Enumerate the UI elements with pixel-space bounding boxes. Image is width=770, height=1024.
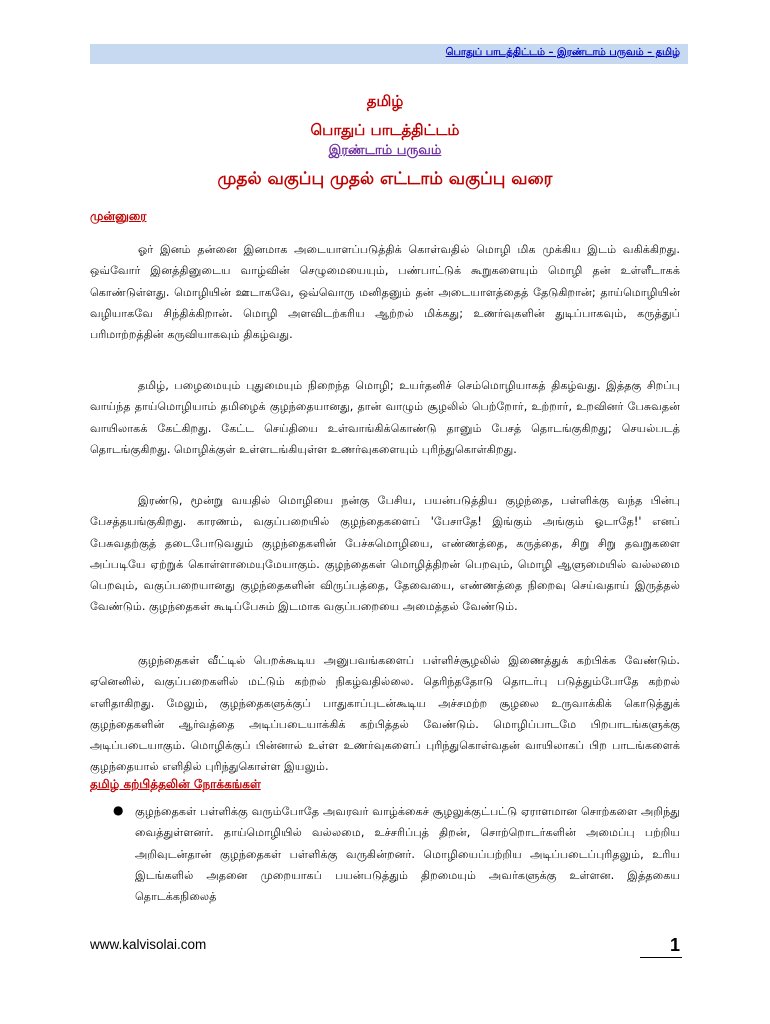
page-number: 1	[670, 935, 681, 955]
footer-website-link[interactable]: www.kalvisolai.com	[90, 937, 207, 952]
subject-title: தமிழ்	[366, 92, 404, 110]
bullet-item: குழந்தைகள் பள்ளிக்கு வரும்போதே அவரவர் வாழ்க்கைச் சூழலுக்குட்பட்டு ஏராளமான சொற்களை அறிந்து வைத்துள்ளனர். தாய்மொழியில் வல்லமை, உச்சரிப்புத் திறன், சொற்றொடர்களின் அமைப்பு பற்றிய அறிவுடன்தான் குழந்தைகள் பள்ளிக்கு வருகின்றனர். மொழியைப்பற்றிய அடிப்படைப்புரிதலும், உரிய இடங்களில் அதனை முறையாகப் பயன்படுத்தும் திறமையும் அவர்களுக்கு உள்ளன. இத்தகைய தொடக்கநிலைத்	[135, 805, 680, 904]
intro-heading: முன்னுரை	[90, 209, 147, 223]
paragraph: தமிழ், பழைமையும் புதுமையும் நிறைந்த மொழி; உயர்தனிச் செம்மொழியாகத் திகழ்வது. இத்தகு சிறப்பு வாய்ந்த தாய்மொழியாம் தமிழைக் குழந்தையானது, தான் வாழும் சூழலில் பெற்றோர், உற்றார், உறவினர் பேசுவதன் வாயிலாகக் கேட்கிறது. கேட்ட செய்தியை உள்வாங்கிக்கொண்டு தானும் பேசத் தொடங்குகிறது; செயல்படத் தொடங்குகிறது. மொழிக்குள் உள்ளடங்கியுள்ள உணர்வுகளையும் புரிந்துகொள்கிறது.	[90, 379, 680, 456]
paragraph: குழந்தைகள் வீட்டில் பெறக்கூடிய அனுபவங்களைப் பள்ளிச்சூழலில் இணைத்துக் கற்பிக்க வேண்டும். ஏனெனில், வகுப்பறைகளில் மட்டும் கற்றல் நிகழ்வதில்லை. தெரிந்ததோடு தொடர்பு படுத்தும்போதே கற்றல் எளிதாகிறது. மேலும், குழந்தைகளுக்குப் பாதுகாப்புடன்கூடிய அச்சமற்ற சூழலை உருவாக்கிக் கொடுத்துக் குழந்தைகளின் ஆர்வத்தை அடிப்படையாக்கிக் கற்பித்தல் வேண்டும். மொழிப்பாடமே பிறபாடங்களுக்கு அடிப்படையாகும். மொழிக்குப் பின்னால் உள்ள உணர்வுகளைப் புரிந்துகொள்வதன் வாயிலாகப் பிற பாடங்களைக் குழந்தையால் எளிதில் புரிந்துகொள்ள இயலும்.	[90, 654, 680, 774]
curriculum-title: பொதுப் பாடத்திட்டம்	[310, 121, 460, 139]
page-number-rule	[640, 957, 682, 958]
paragraph: ஓர் இனம் தன்னை இனமாக அடையாளப்படுத்திக் கொள்வதில் மொழி மிக முக்கிய இடம் வகிக்கிறது. ஒவ்வோர் இனத்தினுடைய வாழ்வின் செழுமையையும், பண்பாட்டுக் கூறுகளையும் மொழி தன் உள்ளீடாகக் கொண்டுள்ளது. மொழியின் ஊடாகவே, ஒவ்வொரு மனிதனும் தன் அடையாளத்தைத் தேடுகிறான்; தாய்மொழியின் வழியாகவே சிந்திக்கிறான். மொழி அளவிடற்கரிய ஆற்றல் மிக்கது; உணர்வுகளின் துடிப்பாகவும், கருத்துப் பரிமாற்றத்தின் கருவியாகவும் திகழ்வது.	[90, 243, 680, 342]
paragraph: இரண்டு, மூன்று வயதில் மொழியை நன்கு பேசிய, பயன்படுத்திய குழந்தை, பள்ளிக்கு வந்த பின்பு பேசத்தயங்குகிறது. காரணம், வகுப்பறையில் குழந்தைகளைப் 'பேசாதே! இங்கும் அங்கும் ஓடாதே!' எனப் பேசுவதற்குத் தடைபோடுவதும் குழந்தைகளின் பேச்சுமொழியை, எண்ணத்தை, கருத்தை, சிறு சிறு தவறுகளை அப்படியே ஏற்றுக் கொள்ளாமையுமேயாகும். குழந்தைகள் மொழித்திறன் பெறவும், மொழி ஆளுமையில் வல்லமை பெறவும், வகுப்பறையானது குழந்தைகளின் விருப்பத்தை, தேவையை, எண்ணத்தை நிறைவு செய்வதாய் இருத்தல் வேண்டும். குழந்தைகள் கூடிப்பேசும் இடமாக வகுப்பறையை அமைத்தல் வேண்டும்.	[90, 494, 680, 614]
term-title: இரண்டாம் பருவம்	[328, 143, 442, 158]
running-header-title: பொதுப் பாடத்திட்டம் – இரண்டாம் பருவம் – தமிழ்	[445, 47, 680, 58]
objectives-heading: தமிழ் கற்பித்தலின் நோக்கங்கள்	[90, 777, 261, 791]
bullet-dot-icon: ●	[113, 803, 124, 817]
running-header-bar	[90, 44, 688, 64]
class-range-title: முதல் வகுப்பு முதல் எட்டாம் வகுப்பு வரை	[217, 169, 553, 189]
